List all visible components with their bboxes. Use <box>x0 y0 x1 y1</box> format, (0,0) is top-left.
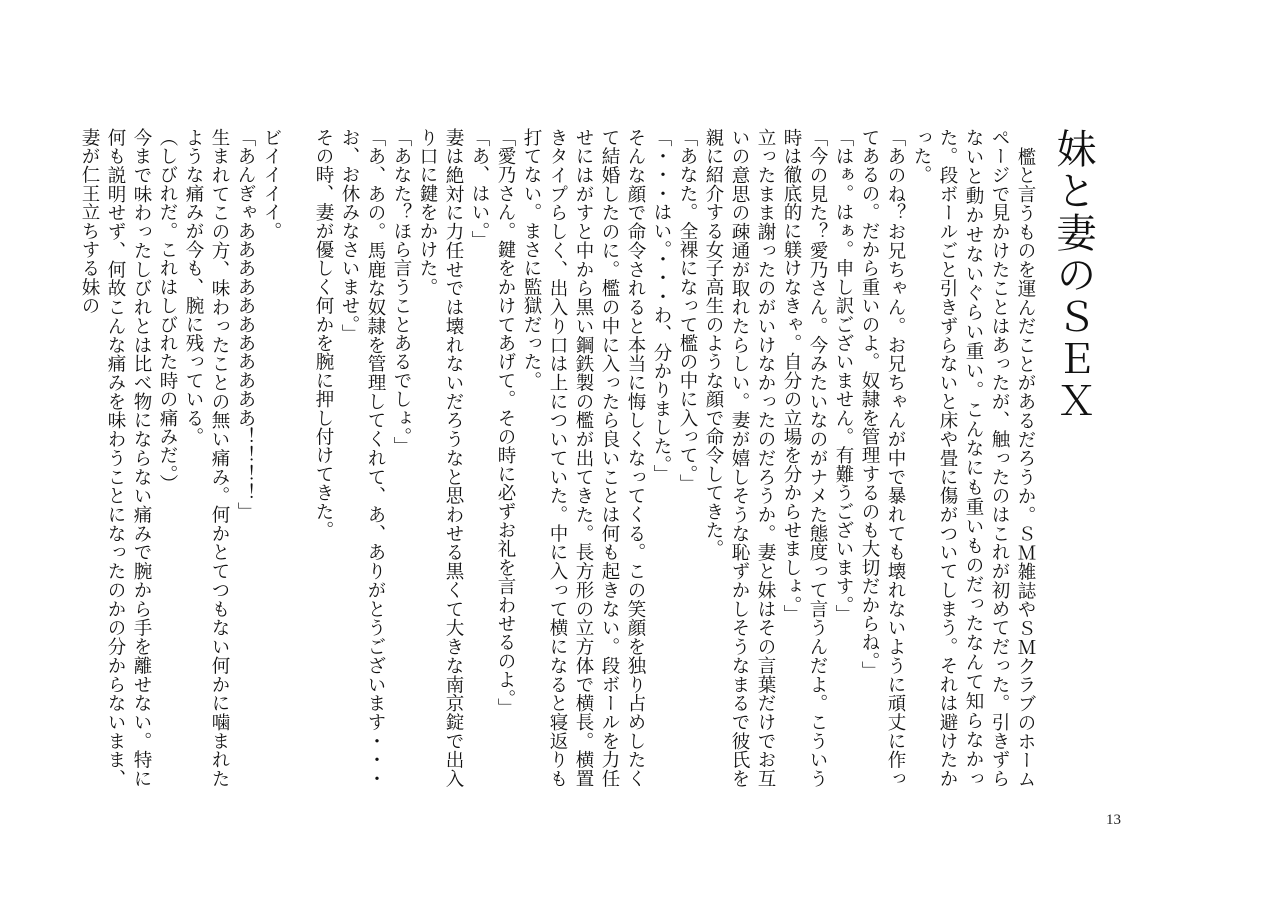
paragraph: 立ったまま謝ったのがいけなかったのだろうか。妻と妹はその言葉だけでお互いの意思の疎通が取れたらしい。妻が嬉しそうな恥ずかしそうなまるで彼氏を親に紹介する女子高生のような顔で命令してきた。 <box>703 128 776 788</box>
paragraph: 「あなた？ほら言うことあるでしょ。」 <box>391 128 412 456</box>
vertical-text-block <box>79 128 1100 788</box>
chapter-title: 妹と妻のＳＥＸ <box>1050 128 1096 422</box>
paragraph: ビイイイイ。 <box>261 128 282 241</box>
paragraph: 「今の見た？愛乃さん。今みたいなのがナメた態度って言うんだよ。こういう時は徹底的に躾けなきゃ。自分の立場を分からせましょ。」 <box>781 128 828 788</box>
paragraph: 「はぁ。はぁ。申し訳ございません。有難うございます。」 <box>833 128 854 624</box>
paragraph: 「・・・はい。・・・わ、分かりました。」 <box>651 128 672 484</box>
paragraph: 「愛乃さん。鍵をかけてあげて。その時に必ずお礼を言わせるのよ。」 <box>495 128 516 718</box>
paragraph: 生まれてこの方、味わったことの無い痛み。何かとてつもない何かに噛まれたような痛みが今も、腕に残っている。 <box>183 128 230 788</box>
paragraph: 今まで味わったしびれとは比べ物にならない痛みで腕から手を離せない。特に何も説明せず、何故こんな痛みを味わうことになったのかの分からないまま、妻が仁王立ちする妹の <box>79 128 152 788</box>
paragraph: （しびれだ。これはしびれた時の痛みだ。） <box>157 128 178 493</box>
paragraph: 「あなた。全裸になって檻の中に入って。」 <box>677 128 698 493</box>
blank-line <box>284 128 310 788</box>
paragraph: 「あんぎゃあああああああああああ！！！！」 <box>235 128 256 521</box>
paragraph: 「あ、はい。」 <box>469 128 490 250</box>
paragraph: 「あのね？お兄ちゃん。お兄ちゃんが中で暴れても壊れないように頑丈に作ってあるの。だから重いのよ。奴隷を管理するのも大切だからね。」 <box>859 128 906 788</box>
paragraph: 妻は絶対に力任せでは壊れないだろうなと思わせる黒くて大きな南京錠で出入り口に鍵をかけた。 <box>417 128 464 788</box>
paragraph: そんな顔で命令されると本当に悔しくなってくる。この笑顔を独り占めしたくて結婚したのに。檻の中に入ったら良いことは何も起きない。段ボールを力任せにはがすと中から黒い鋼鉄製の檻が出てきた。長方形の立方体で横長。横置きタイプらしく、出入り口は上についていた。中に入って横になると寝返りも打てない。まさに監獄だった。 <box>521 128 646 788</box>
paragraph: その時、妻が優しく何かを腕に押し付けてきた。 <box>313 128 334 540</box>
paragraph: 「あ、あの。馬鹿な奴隷を管理してくれて、あ、ありがとうございます・・・お、お休みなさいませ。」 <box>339 128 386 788</box>
page-number: 13 <box>1106 812 1121 828</box>
paragraph: 檻と言うものを運んだことがあるだろうか。ＳＭ雑誌やＳＭクラブのホームページで見かけたことはあったが、触ったのはこれが初めてだった。引きずらないと動かせないぐらい重い。こんなにも重いものだったなんて知らなかった。段ボールごと引きずらないと床や畳に傷がついてしまう。それは避けたかった。 <box>911 128 1036 788</box>
